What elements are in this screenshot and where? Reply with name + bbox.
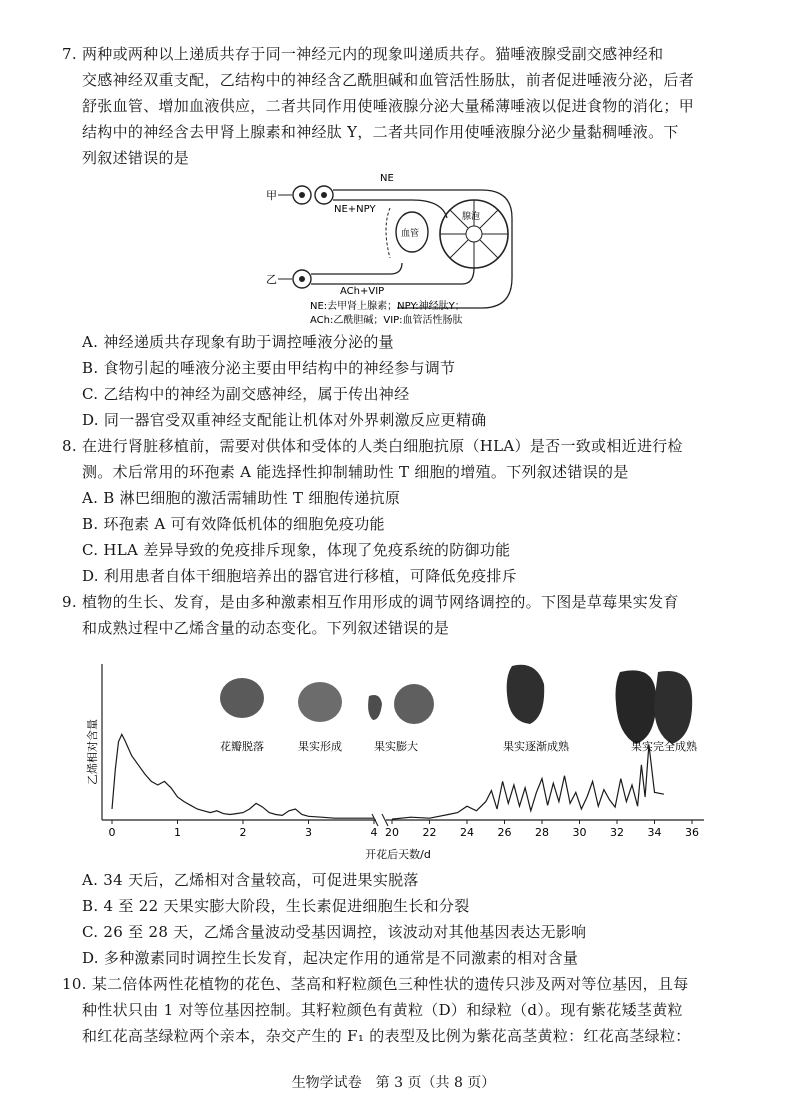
x-tick-3: 3 [305, 826, 312, 839]
q10-line-2: 种性状只由 1 对等位基因控制。其籽粒颜色有黄粒（D）和绿粒（d）。现有紫花矮茎黄粒 [82, 1001, 683, 1019]
neuron-jia-nucleus [299, 192, 305, 198]
q9-line-1: 9. 植物的生长、发育，是由多种激素相互作用形成的调节网络调控的。下图是草莓果实发育 [62, 593, 679, 611]
legend-line-2: ACh:乙酰胆碱；VIP:血管活性肠肽 [310, 315, 463, 326]
label-xianpao: 腺泡 [462, 212, 481, 222]
stage-label-1: 花瓣脱落 [220, 740, 264, 753]
x-tick-26: 26 [497, 826, 512, 839]
stage-formation-icon [298, 682, 342, 722]
x-tick-24: 24 [460, 826, 474, 839]
q9-line-2: 和成熟过程中乙烯含量的动态变化。下列叙述错误的是 [82, 619, 450, 637]
neuron-jia-nucleus-2 [321, 192, 327, 198]
q8-line-1: 8. 在进行肾脏移植前，需要对供体和受体的人类白细胞抗原（HLA）是否一致或相近进行检 [62, 437, 683, 455]
label-jia: 甲 [266, 189, 277, 202]
q8-option-b: B. 环孢素 A 可有效降低机体的细胞免疫功能 [82, 515, 385, 533]
q8-line-2: 测。术后常用的环孢素 A 能选择性抑制辅助性 T 细胞的增殖。下列叙述错误的是 [82, 463, 629, 481]
q8-option-c: C. HLA 差异导致的免疫排斥现象，体现了免疫系统的防御功能 [82, 541, 511, 559]
stage-illustrations [220, 665, 692, 744]
q7-line-4: 结构中的神经含去甲肾上腺素和神经肽 Y，二者共同作用使唾液腺分泌少量黏稠唾液。下 [82, 123, 679, 141]
neuron-yi-fiber [311, 263, 474, 284]
label-ach-vip: ACh+VIP [340, 286, 385, 297]
ethylene-series-line-right [392, 745, 664, 820]
q8-option-d: D. 利用患者自体干细胞培养出的器官进行移植，可降低免疫排斥 [82, 567, 518, 585]
x-tick-28: 28 [535, 826, 549, 839]
q9-option-d: D. 多种激素同时调控生长发育，起决定作用的通常是不同激素的相对含量 [82, 949, 579, 967]
stage-label-5: 果实完全成熟 [631, 740, 697, 753]
q9-option-b: B. 4 至 22 天果实膨大阶段，生长素促进细胞生长和分裂 [82, 897, 470, 915]
x-tick-20: 20 [385, 826, 399, 839]
x-axis-label: 开花后天数/d [365, 848, 431, 861]
q9-option-a: A. 34 天后，乙烯相对含量较高，可促进果实脱落 [82, 871, 419, 889]
q7-line-2: 交感神经双重支配，乙结构中的神经含乙酰胆碱和血管活性肠肽，前者促进唾液分泌，后者 [82, 71, 695, 89]
stage-ripe-icon-1 [616, 670, 657, 744]
x-tick-2: 2 [239, 826, 247, 839]
q7-line-5: 列叙述错误的是 [82, 149, 190, 167]
q7-line-3: 舒张血管、增加血液供应，二者共同作用使唾液腺分泌大量稀薄唾液以促进食物的消化；甲 [82, 97, 695, 115]
stage-label-3: 果实膨大 [374, 740, 418, 753]
stage-label-2: 果实形成 [298, 740, 342, 753]
legend-line-1: NE:去甲肾上腺素；NPY:神经肽Y； [310, 301, 465, 312]
label-yi: 乙 [266, 273, 277, 286]
q10-line-1: 10. 某二倍体两性花植物的花色、茎高和籽粒颜色三种性状的遗传只涉及两对等位基因，且每 [62, 975, 689, 993]
gland-cells [440, 200, 508, 268]
label-ne-npy: NE+NPY [334, 204, 376, 215]
stage-enlarge-icon-small [368, 695, 382, 720]
neuron-gland-diagram [262, 168, 522, 328]
q7-line-1: 7. 两种或两种以上递质共存于同一神经元内的现象叫递质共存。猫唾液腺受副交感神经和 [62, 45, 664, 63]
q9-option-c: C. 26 至 28 天，乙烯含量波动受基因调控，该波动对其他基因表达无影响 [82, 923, 587, 941]
stage-ripe-icon-2 [654, 671, 692, 744]
gland-lumen [466, 226, 482, 242]
stage-flower-icon [220, 678, 264, 718]
q7-option-a: A. 神经递质共存现象有助于调控唾液分泌的量 [82, 333, 394, 351]
stage-enlarge-icon-large [394, 684, 434, 724]
page-footer: 生物学试卷 第 3 页（共 8 页） [291, 1075, 496, 1091]
q7-option-c: C. 乙结构中的神经为副交感神经，属于传出神经 [82, 385, 410, 403]
label-xueguan: 血管 [401, 229, 420, 239]
x-tick-22: 22 [422, 826, 437, 839]
label-ne: NE [380, 173, 394, 184]
vessel-fiber [386, 208, 390, 258]
y-axis-label: 乙烯相对含量 [86, 719, 99, 785]
x-tick-36: 36 [685, 826, 699, 839]
q8-option-a: A. B 淋巴细胞的激活需辅助性 T 细胞传递抗原 [82, 489, 401, 507]
x-tick-0: 0 [108, 826, 116, 839]
x-tick-30: 30 [572, 826, 587, 839]
q7-option-b: B. 食物引起的唾液分泌主要由甲结构中的神经参与调节 [82, 359, 456, 377]
x-tick-4: 4 [370, 826, 378, 839]
q10-line-3: 和红花高茎绿粒两个亲本，杂交产生的 F₁ 的表型及比例为紫花高茎黄粒：红花高茎绿粒： [82, 1027, 691, 1045]
q7-option-d: D. 同一器官受双重神经支配能让机体对外界刺激反应更精确 [82, 411, 487, 429]
x-tick-32: 32 [610, 826, 624, 839]
stage-label-4: 果实逐渐成熟 [503, 740, 569, 753]
x-tick-34: 34 [647, 826, 662, 839]
stage-ripening-icon [507, 665, 545, 724]
neuron-yi-nucleus [299, 276, 305, 282]
ethylene-chart [84, 644, 714, 866]
x-tick-1: 1 [174, 826, 181, 839]
